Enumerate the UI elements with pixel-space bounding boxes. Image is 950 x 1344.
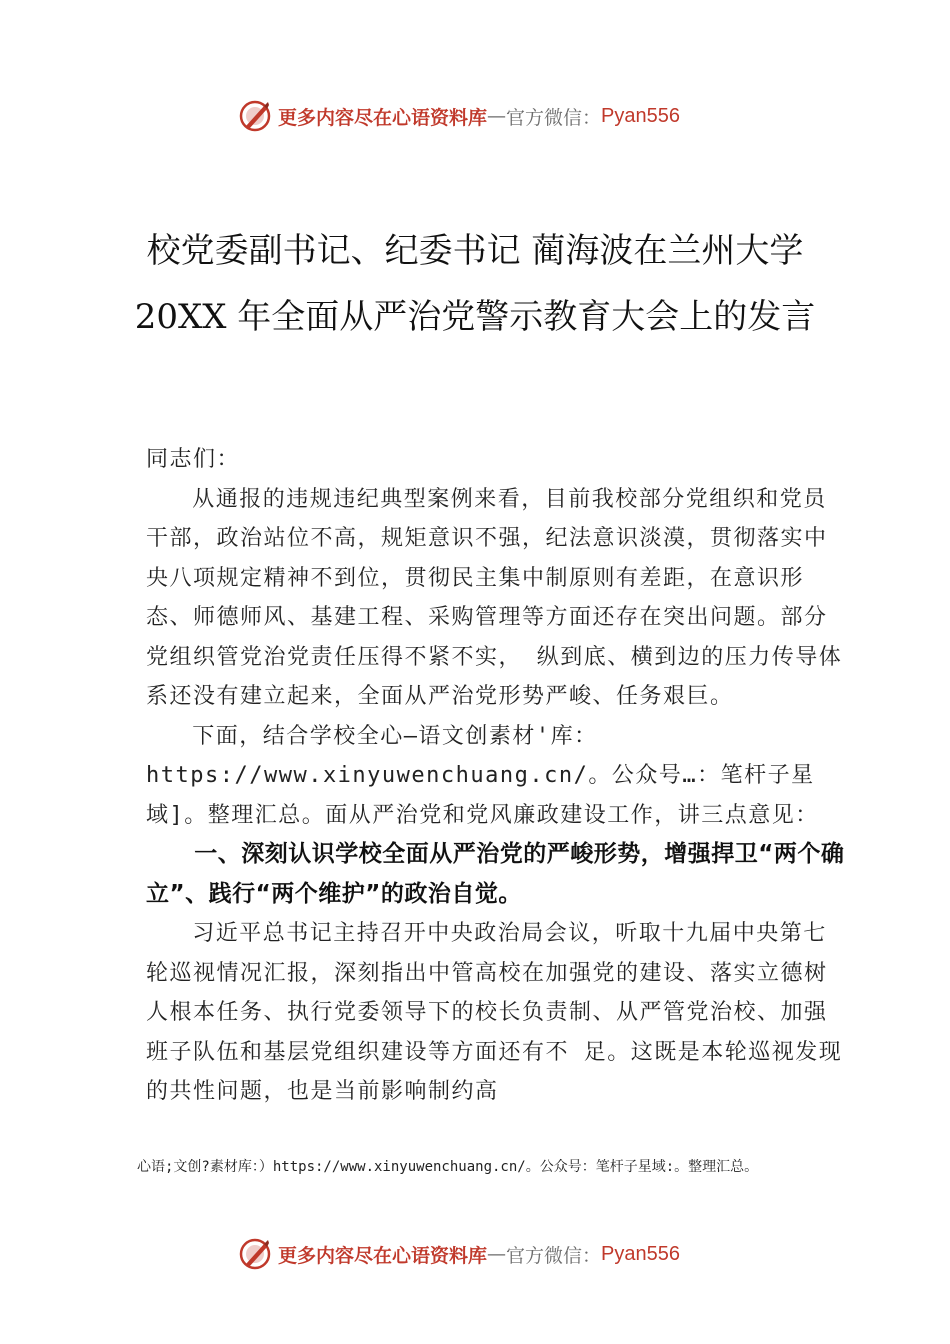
salutation: 同志们：	[146, 447, 241, 472]
document-body	[146, 440, 846, 1112]
footer-watermark-banner	[0, 1234, 950, 1274]
paragraph-inspection: 习近平总书记主持召开中央政治局会议，听取十九届中央第七轮巡视情况汇报，深刻指出中管高校在加强党的建设、落实立德树人根本任务、执行党委领导下的校长负责制、从严管党治校、加强班子队伍和基层党组织建设等方面还有不 足。这既是本轮巡视发现的共性问题，也是当前影响制约高	[146, 921, 843, 1104]
banner-main-text: 更多内容尽在心语资料库	[278, 106, 488, 129]
footnote: 心语;文创?素材库：）https://www.xinyuwenchuang.cn/。公众号：笔杆子星域:。整理汇总。	[137, 1159, 759, 1175]
paragraph-intro: 下面，结合学校全心—语文创素材'库：https://www.xinyuwenchuang.cn/。公众号…：笔杆子星域]。整理汇总。面从严治党和党风廉政建设工作，讲三点意见：	[146, 723, 819, 828]
banner-main-text: 更多内容尽在心语资料库	[278, 1244, 488, 1267]
pen-seal-logo-icon	[238, 99, 272, 133]
header-watermark-banner	[0, 96, 950, 136]
banner-wechat-label: 官方微信：	[506, 106, 602, 129]
banner-dash: —	[487, 105, 507, 127]
banner-wechat-id: Pyan556	[601, 104, 680, 127]
pen-seal-logo-icon	[238, 1237, 272, 1271]
section-heading-1: 一、深刻认识学校全面从严治党的严峻形势，增强捍卫“两个确立”、践行“两个维护”的政治自觉。	[146, 841, 845, 907]
paragraph-situation: 从通报的违规违纪典型案例来看，目前我校部分党组织和党员干部，政治站位不高，规矩意识不强，纪法意识淡漠，贯彻落实中央八项规定精神不到位，贯彻民主集中制原则有差距，在意识形态、师德师风、基建工程、采购管理等方面还存在突出问题。部分党组织管党治党责任压得不紧不实， 纵到底、横到边的压力传导体系还没有建立起来，全面从严治党形势严峻、任务艰巨。	[146, 486, 843, 709]
banner-wechat-label: 官方微信：	[506, 1244, 602, 1267]
banner-wechat-id: Pyan556	[601, 1242, 680, 1265]
banner-dash: —	[487, 1243, 507, 1265]
document-title: 校党委副书记、纪委书记 蔺海波在兰州大学 20XX 年全面从严治党警示教育大会上的发言	[134, 231, 816, 337]
